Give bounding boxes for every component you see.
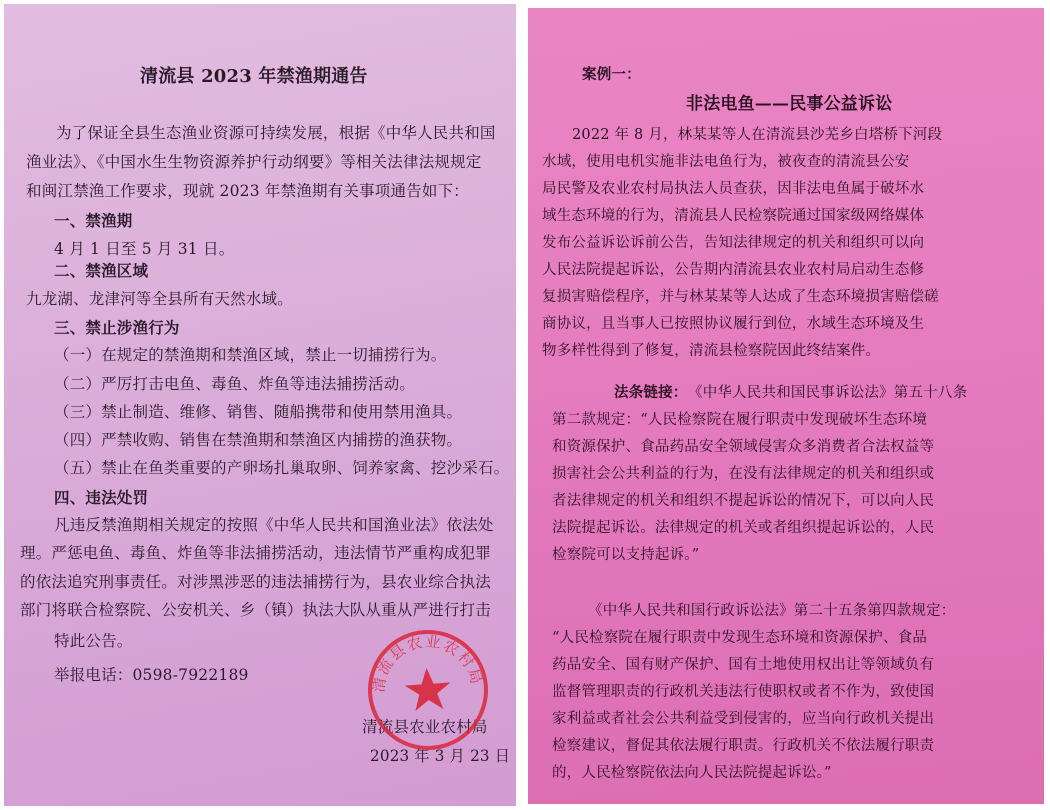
admin-law-line: “人民检察院在履行职责中发现生态环境和资源保护、食品 [552,630,928,646]
law-label: 法条链接： [614,384,688,401]
admin-law-line: 《中华人民共和国行政诉讼法》第二十五条第四款规定： [588,603,956,619]
case-title: 非法电鱼——民事公益诉讼 [686,94,893,114]
section-text: 4 月 1 日至 5 月 31 日。 [54,240,235,258]
admin-law-line: 检察建议，督促其依法履行职责。行政机关不依法履行职责 [552,738,935,754]
case-body-line: 商协议，且当事人已按照协议履行到位，水域生态环境及生 [542,316,925,332]
case-body-line: 发布公益诉讼诉前公告，告知法律规定的机关和组织可以向 [542,235,925,251]
law-line: 损害社会公共利益的行为，在没有法律规定的机关和组织或 [552,466,935,482]
intro-line: 渔业法》、《中国水生生物资源养护行动纲要》等相关法律法规规定 [26,153,482,171]
seal-text: 清流县农业农村局 [369,632,487,694]
section-heading: 一、禁渔期 [54,211,133,230]
case-body-line: 域生态环境的行为，清流县人民检察院通过国家级网络媒体 [542,208,925,224]
list-item: （五）禁止在鱼类重要的产卵场扎巢取卵、饲养家禽、挖沙采石。 [54,459,510,477]
case-body-line: 物多样性得到了修复，清流县检察院因此终结案件。 [542,343,881,359]
section-heading: 四、违法处罚 [54,488,149,507]
notice-title: 清流县 2023 年禁渔期通告 [140,66,368,87]
list-item: （二）严厉打击电鱼、毒鱼、炸鱼等违法捕捞活动。 [54,375,416,393]
list-item: （四）严禁收购、销售在禁渔期和禁渔区内捕捞的渔获物。 [54,431,463,449]
admin-law-line: 药品安全、国有财产保护、国有土地使用权出让等领域负有 [552,657,935,673]
penalty-line: 部门将联合检察院、公安机关、乡（镇）执法大队从重从严进行打击 [20,601,492,619]
hotline: 举报电话：0598-7922189 [54,666,249,684]
penalty-line: 理。严惩电鱼、毒鱼、炸鱼等非法捕捞活动，违法情节严重构成犯罪 [20,544,492,562]
case-body-line: 复损害赔偿程序，并与林某某等人达成了生态环境损害赔偿磋 [542,289,939,305]
case-body-line: 2022 年 8 月，林某某等人在清流县沙芜乡白塔桥下河段 [572,127,943,143]
law-line: 《中华人民共和国民事诉讼法》第五十八条 [688,385,968,401]
case-body-line: 局民警及农业农村局执法人员查获，因非法电鱼属于破坏水 [542,181,925,197]
notice-document [4,4,516,806]
closing-text: 特此公告。 [54,632,133,650]
intro-line: 和闽江禁渔工作要求，现就 2023 年禁渔期有关事项通告如下： [26,182,470,200]
penalty-line: 的依法追究刑事责任。对涉黑涉恶的违法捕捞行为，县农业综合执法 [20,573,492,591]
admin-law-line: 家利益或者社会公共利益受到侵害的，应当向行政机关提出 [552,711,935,727]
case-body-line: 人民法院提起诉讼，公告期内清流县农业农村局启动生态修 [542,262,925,278]
section-text: 九龙湖、龙津河等全县所有天然水域。 [26,290,293,308]
law-line: 者法律规定的机关和组织不提起诉讼的情况下，可以向人民 [552,493,935,509]
law-line: 第二款规定：“人民检察院在履行职责中发现破坏生态环境 [552,412,928,428]
list-item: （三）禁止制造、维修、销售、随船携带和使用禁用渔具。 [54,403,463,421]
law-line: 检察院可以支持起诉。” [552,547,700,563]
section-heading: 三、禁止涉渔行为 [54,318,180,337]
law-line: 法院提起诉讼。法律规定的机关或者组织提起诉讼的，人民 [552,520,935,536]
list-item: （一）在规定的禁渔期和禁渔区域，禁止一切捕捞行为。 [54,346,447,364]
intro-line: 为了保证全县生态渔业资源可持续发展，根据《中华人民共和国 [56,124,496,142]
penalty-line: 凡违反禁渔期相关规定的按照《中华人民共和国渔业法》依法处 [54,516,494,534]
admin-law-line: 监督管理职责的行政机关违法行使职权或者不作为，致使国 [552,684,935,700]
case-label: 案例一： [582,66,641,83]
signature: 清流县农业农村局 [362,718,488,736]
official-seal-icon [360,622,497,759]
law-line: 和资源保护、食品药品安全领域侵害众多消费者合法权益等 [552,439,935,455]
case-body-line: 水域，使用电机实施非法电鱼行为，被夜查的清流县公安 [542,154,910,170]
admin-law-line: 的，人民检察院依法向人民法院提起诉讼。” [552,765,832,781]
case-document [528,8,1044,804]
issue-date: 2023 年 3 月 23 日 [370,747,511,765]
section-heading: 二、禁渔区域 [54,261,149,280]
